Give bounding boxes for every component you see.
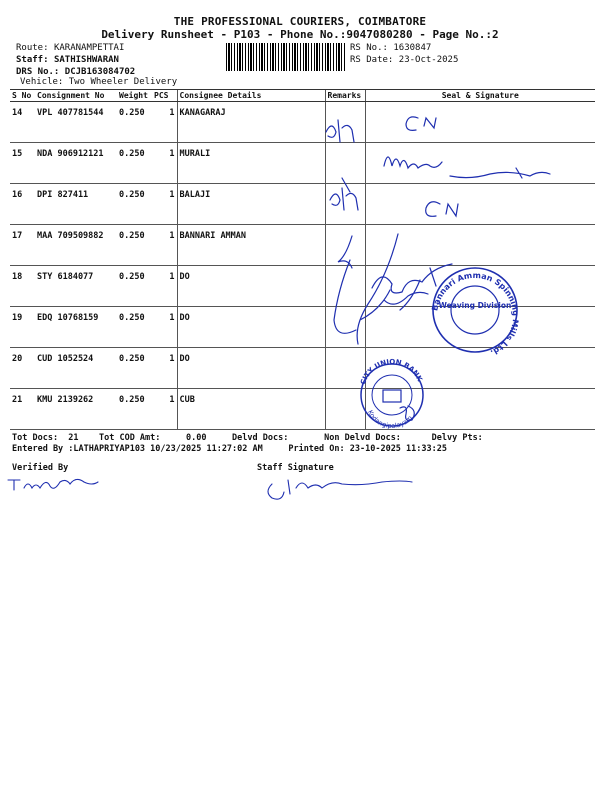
cell-consignment: EDQ 10768159 — [35, 307, 117, 348]
cell-sno: 20 — [10, 348, 35, 389]
handwriting-cn — [406, 117, 436, 131]
cell-consignee: MURALI — [177, 143, 325, 184]
verifier-signature — [8, 479, 98, 490]
cell-weight: 0.250 — [117, 266, 152, 307]
col-pcs: PCS — [152, 90, 177, 102]
cell-consignee: BANNARI AMMAN — [177, 225, 325, 266]
rs-no-label: RS No.: — [350, 43, 388, 53]
col-consignee: Consignee Details — [177, 90, 325, 102]
rs-no-value: 1630847 — [393, 43, 432, 53]
col-consignment: Consignment No — [35, 90, 117, 102]
cell-weight: 0.250 — [117, 348, 152, 389]
cell-consignment: VPL 407781544 — [35, 102, 117, 143]
cell-consignment: STY 6184077 — [35, 266, 117, 307]
cell-weight: 0.250 — [117, 184, 152, 225]
cell-consignment: NDA 906912121 — [35, 143, 117, 184]
drs-value: DCJB163084702 — [64, 67, 136, 77]
col-weight: Weight — [117, 90, 152, 102]
handwriting-remark — [326, 120, 354, 142]
cell-consignee: CUB — [177, 389, 325, 430]
cell-weight: 0.250 — [117, 225, 152, 266]
cell-weight: 0.250 — [117, 102, 152, 143]
cell-consignee: KANAGARAJ — [177, 102, 325, 143]
cell-sno: 17 — [10, 225, 35, 266]
cell-consignee: DO — [177, 307, 325, 348]
cell-pcs: 1 — [152, 225, 177, 266]
cell-pcs: 1 — [152, 307, 177, 348]
handwriting-cn — [426, 202, 458, 217]
cell-sno: 14 — [10, 102, 35, 143]
staff-signature-label: Staff Signature — [257, 463, 334, 473]
handwriting-signature — [384, 157, 550, 178]
cell-consignee: DO — [177, 348, 325, 389]
verified-by-label: Verified By — [12, 463, 69, 473]
cell-pcs: 1 — [152, 184, 177, 225]
handwriting-remark — [330, 178, 358, 210]
cell-pcs: 1 — [152, 102, 177, 143]
cell-consignee: DO — [177, 266, 325, 307]
svg-text:Kodangipalayam: Kodangipalayam — [365, 408, 415, 431]
cell-pcs: 1 — [152, 389, 177, 430]
runsheet-subtitle: Delivery Runsheet - P103 - Phone No.:9047080280 - Page No.:2 — [101, 28, 499, 41]
route-value: KARANAMPETTAI — [53, 43, 125, 53]
bank-stamp — [359, 358, 424, 430]
staff-value: SATHISHWARAN — [53, 55, 119, 65]
cell-pcs: 1 — [152, 266, 177, 307]
cell-consignee: BALAJI — [177, 184, 325, 225]
cell-sno: 15 — [10, 143, 35, 184]
cell-pcs: 1 — [152, 348, 177, 389]
cell-weight: 0.250 — [117, 389, 152, 430]
company-title: THE PROFESSIONAL COURIERS, COIMBATORE — [173, 15, 427, 28]
cell-sno: 16 — [10, 184, 35, 225]
col-seal-signature: Seal & Signature — [365, 90, 595, 102]
col-remarks: Remarks — [325, 90, 365, 102]
staff-label: Staff: — [16, 55, 49, 65]
cell-consignment: KMU 2139262 — [35, 389, 117, 430]
svg-text:Bannari Amman Spinning Mills L: Bannari Amman Spinning Mills Ltd. — [430, 270, 521, 358]
cell-pcs: 1 — [152, 143, 177, 184]
cell-consignment: DPI 827411 — [35, 184, 117, 225]
route-label: Route: — [16, 43, 49, 53]
seal-stamp — [430, 268, 520, 357]
cell-sno: 18 — [10, 266, 35, 307]
cell-consignment: MAA 709509882 — [35, 225, 117, 266]
totals-line: Tot Docs: 21 Tot COD Amt: 0.00 Delvd Docs: Non Delvd Docs: Delvy Pts: — [12, 433, 483, 443]
vehicle-line: Vehicle: Two Wheeler Delivery — [20, 77, 178, 87]
cell-sno: 21 — [10, 389, 35, 430]
cell-weight: 0.250 — [117, 143, 152, 184]
entered-by-line: Entered By :LATHAPRIYAP103 10/23/2025 11:27:02 AM Printed On: 23-10-2025 11:33:25 — [12, 444, 447, 454]
rs-date-value: 23-Oct-2025 — [398, 55, 459, 65]
cell-consignment: CUD 1052524 — [35, 348, 117, 389]
cell-sno: 19 — [10, 307, 35, 348]
drs-label: DRS No.: — [16, 67, 60, 77]
rs-date-label: RS Date: — [350, 55, 394, 65]
handwriting-scribble — [334, 234, 452, 344]
seal-center-text: Weaving Division — [438, 301, 512, 310]
svg-text:CITY UNION BANK: CITY UNION BANK — [359, 357, 424, 386]
staff-signature — [268, 480, 412, 499]
col-sno: S No — [10, 90, 35, 102]
cell-weight: 0.250 — [117, 307, 152, 348]
